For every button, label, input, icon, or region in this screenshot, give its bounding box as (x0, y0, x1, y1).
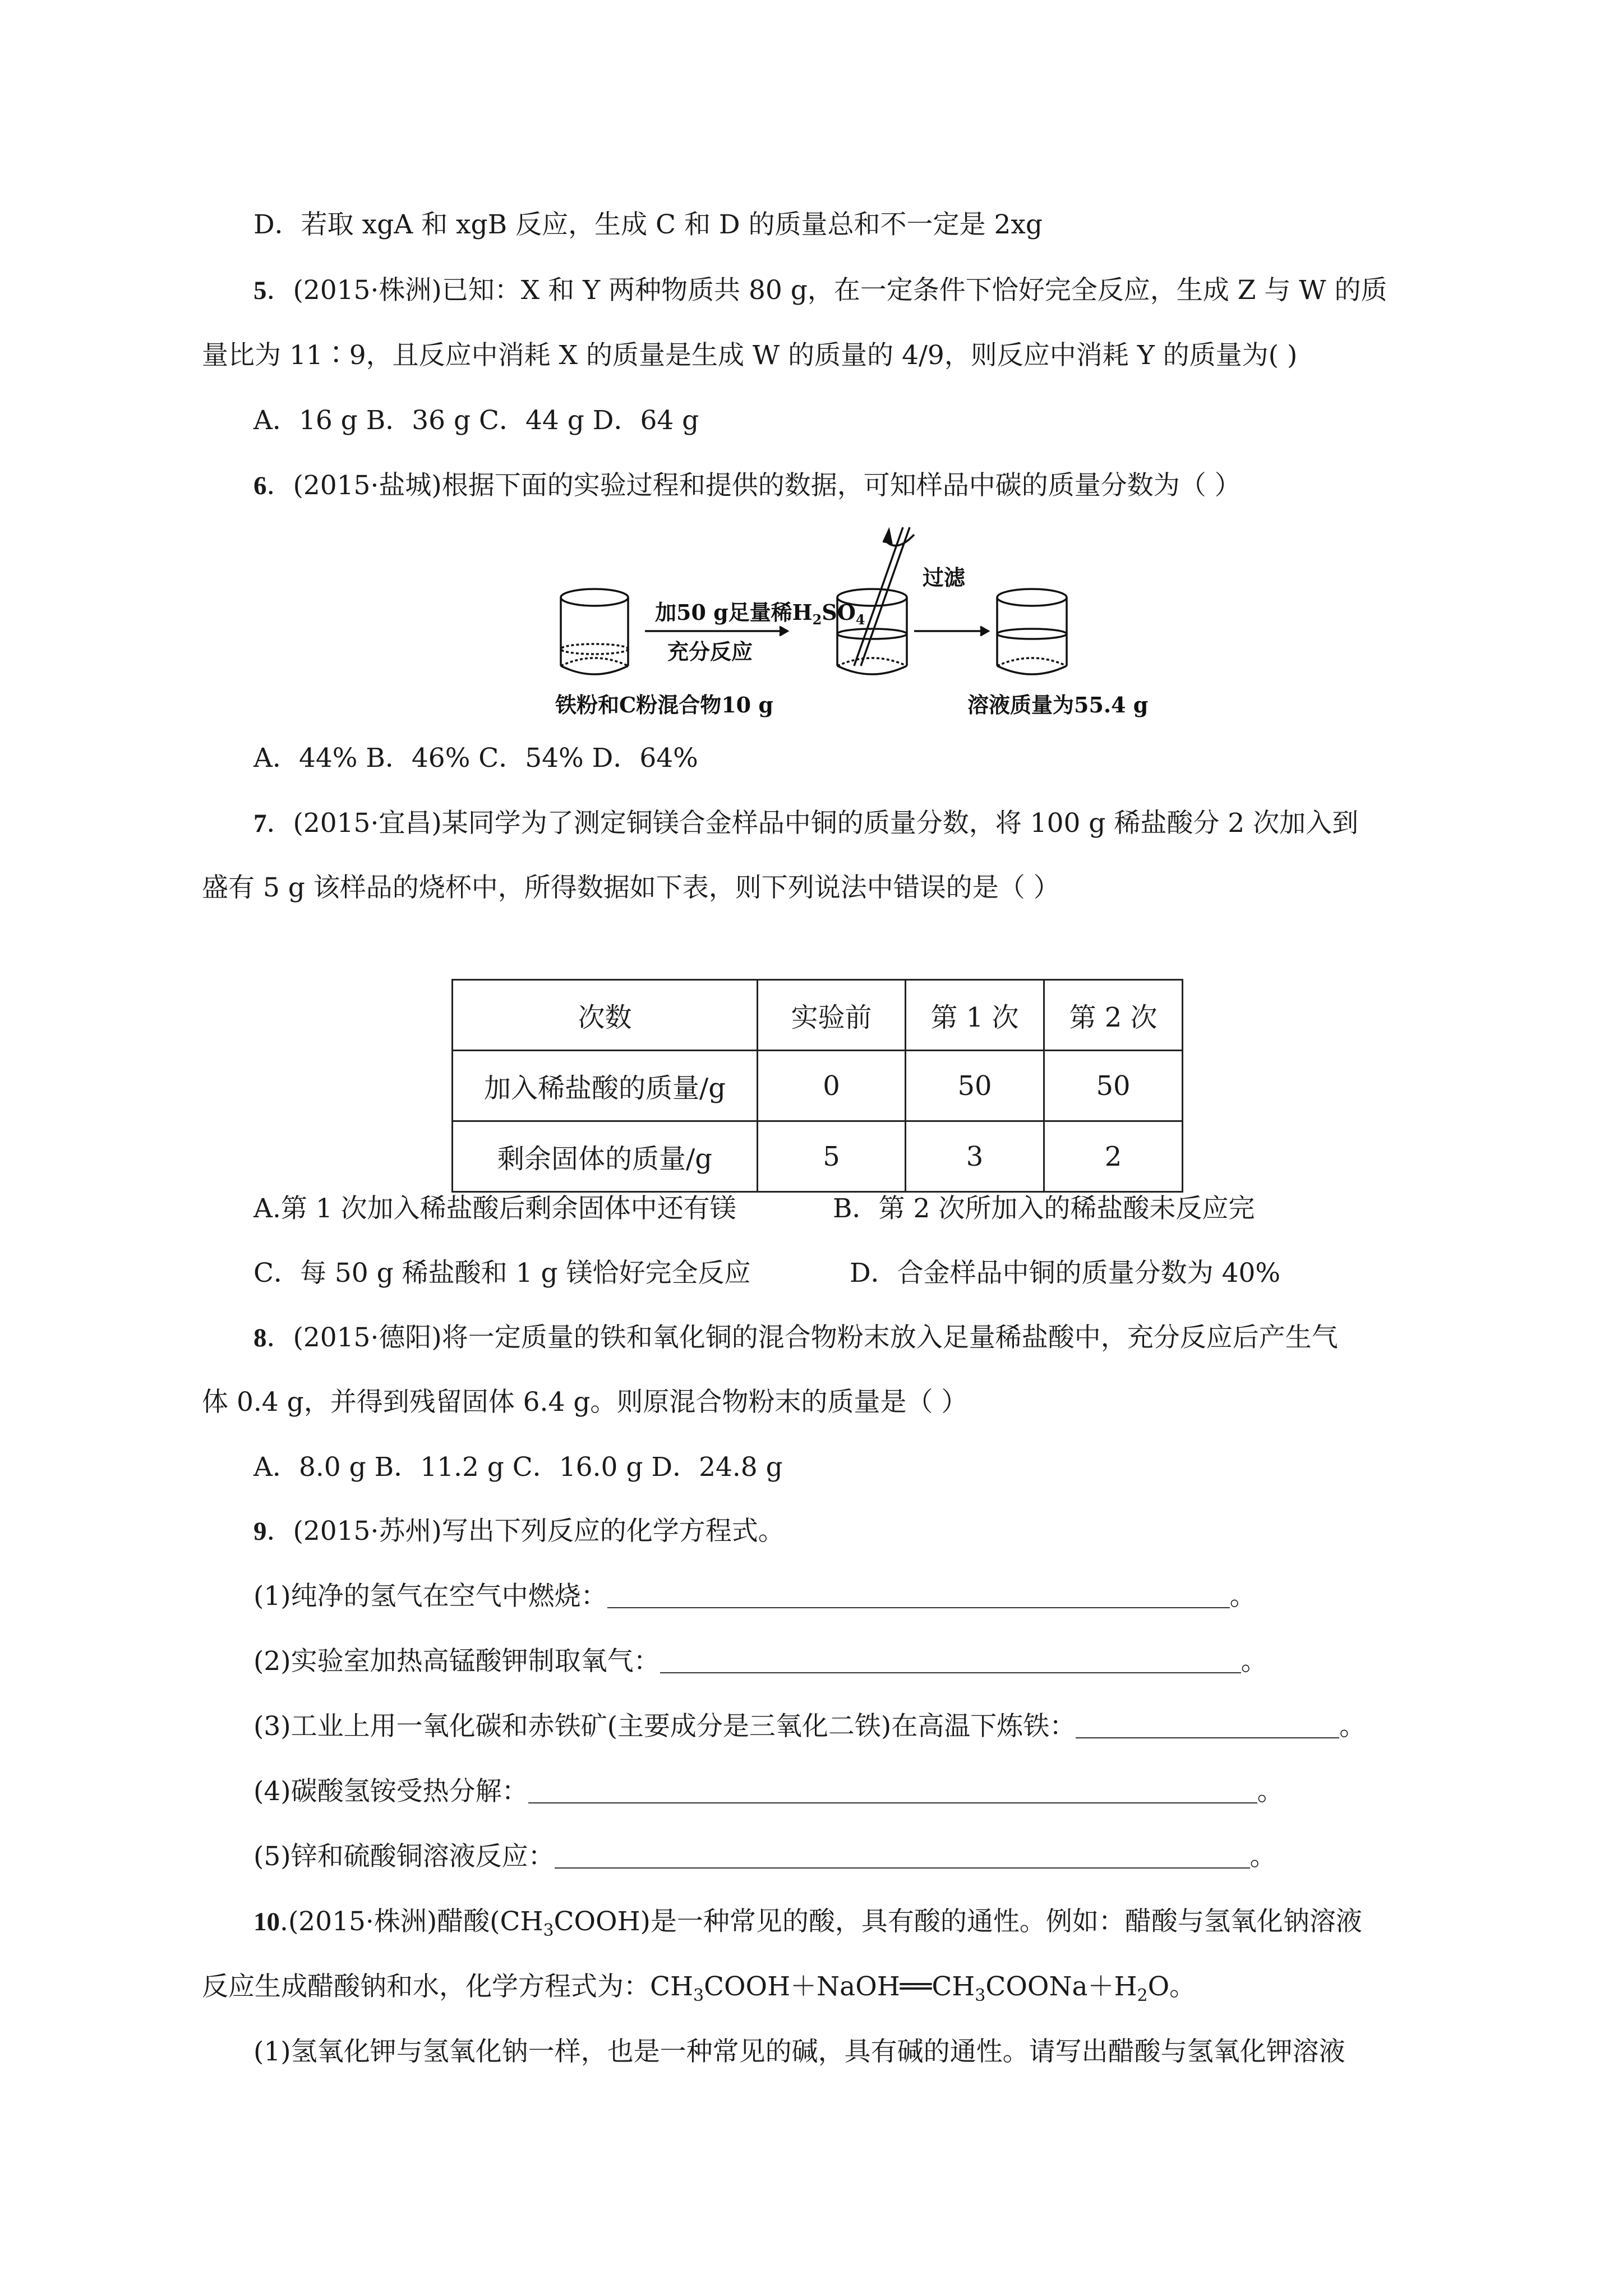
q7-number: 7 (253, 809, 267, 838)
table-header-cell: 第 1 次 (906, 980, 1044, 1051)
q7-line-1: 7．(2015·宜昌)某同学为了测定铜镁合金样品中铜的质量分数，将 100 g 稀盐酸分 2 次加入到 (253, 808, 1359, 839)
table-cell: 2 (1044, 1121, 1183, 1192)
q5-line-2: 量比为 11∶9，且反应中消耗 X 的质量是生成 W 的质量的 4/9，则反应中消耗 Y 的质量为( ) (202, 340, 1298, 371)
q7-option-c: C．每 50 g 稀盐酸和 1 g 镁恰好完全反应 (253, 1258, 751, 1289)
q7-option-a: A.第 1 次加入稀盐酸后剩余固体中还有镁 (253, 1193, 736, 1224)
q10-line-3: (1)氢氧化钾与氢氧化钠一样，也是一种常见的碱，具有碱的通性。请写出醋酸与氢氧化钾溶液 (253, 2036, 1345, 2067)
q8-number: 8 (253, 1323, 267, 1352)
table-cell: 加入稀盐酸的质量/g (453, 1051, 758, 1121)
q6-number: 6 (253, 471, 267, 500)
answer-blank[interactable] (528, 1780, 1257, 1803)
arrow1-bottom-label: 充分反应 (667, 639, 753, 664)
arrow1-top-label: 加50 g足量稀$H_2SO_4$ (655, 600, 865, 628)
table-header-cell: 次数 (453, 980, 758, 1051)
q9-item-4: (4)碳酸氢铵受热分解： 。 (253, 1776, 1284, 1807)
table-cell: 50 (1044, 1051, 1183, 1121)
experiment-data-table (451, 979, 1183, 1193)
q6-line-1: 6．(2015·盐城)根据下面的实验过程和提供的数据，可知样品中碳的质量分数为（ ） (253, 470, 1241, 501)
q5-number: 5 (253, 276, 267, 305)
q9-number: 9 (253, 1517, 267, 1546)
q7-line-2: 盛有 5 g 该样品的烧杯中，所得数据如下表，则下列说法中错误的是（ ） (202, 872, 1060, 903)
q10-number: 10 (253, 1907, 280, 1936)
answer-blank[interactable] (555, 1845, 1250, 1869)
q8-line-1: 8．(2015·德阳)将一定质量的铁和氧化铜的混合物粉末放入足量稀盐酸中，充分反应后产生气 (253, 1322, 1338, 1353)
arrow2-label: 过滤 (923, 565, 966, 590)
beaker-right (997, 589, 1067, 674)
stirring-rod (854, 527, 914, 666)
q8-options: A．8.0 g B．11.2 g C．16.0 g D．24.8 g (253, 1452, 783, 1483)
q9-line-1: 9．(2015·苏州)写出下列反应的化学方程式。 (253, 1516, 785, 1547)
q9-item-3: (3)工业上用一氧化碳和赤铁矿(主要成分是三氧化二铁)在高温下炼铁： 。 (253, 1711, 1366, 1742)
q5-options: A．16 g B．36 g C．44 g D．64 g (253, 405, 699, 436)
experiment-diagram (555, 519, 1183, 726)
table-header-row (453, 980, 1183, 1051)
q10-line-1: 10.(2015·株洲)醋酸$(CH_3COOH)$是一种常见的酸，具有酸的通性。例如：醋酸与氢氧化钠溶液 (253, 1906, 1362, 1940)
right-solution-label: 溶液质量为55.4 g (967, 692, 1149, 717)
q5-line-1: 5．(2015·株洲)已知：X 和 Y 两种物质共 80 g，在一定条件下恰好完全反应，生成 Z 与 W 的质 (253, 275, 1387, 306)
q9-item-1: (1)纯净的氢气在空气中燃烧： 。 (253, 1581, 1256, 1612)
answer-blank[interactable] (660, 1650, 1241, 1673)
q6-options: A．44% B．46% C．54% D．64% (253, 743, 698, 774)
table-cell: 剩余固体的质量/g (453, 1121, 758, 1192)
answer-blank[interactable] (1076, 1715, 1339, 1738)
table-cell: 0 (758, 1051, 906, 1121)
beaker-left (561, 589, 628, 674)
q4-option-d: D．若取 xgA 和 xgB 反应，生成 C 和 D 的质量总和不一定是 2xg (253, 209, 1043, 240)
answer-blank[interactable] (607, 1585, 1230, 1608)
left-sample-label: 铁粉和C粉混合物10 g (555, 692, 773, 717)
table-header-cell: 实验前 (758, 980, 906, 1051)
q9-item-2: (2)实验室加热高锰酸钾制取氧气： 。 (253, 1646, 1267, 1677)
q10-line-2: 反应生成醋酸钠和水，化学方程式为：$CH_3COOH+NaOH══CH_3COONa+H_2O$。 (202, 1971, 1196, 2005)
q7-option-d: D．合金样品中铜的质量分数为 40% (850, 1258, 1281, 1289)
q8-line-2: 体 0.4 g，并得到残留固体 6.4 g。则原混合物粉末的质量是（ ） (202, 1387, 968, 1418)
table-row (453, 1121, 1183, 1192)
q9-item-5: (5)锌和硫酸铜溶液反应： 。 (253, 1841, 1276, 1872)
q7-option-b: B．第 2 次所加入的稀盐酸未反应完 (833, 1193, 1255, 1224)
table-header-cell: 第 2 次 (1044, 980, 1183, 1051)
table-cell: 3 (906, 1121, 1044, 1192)
table-cell: 5 (758, 1121, 906, 1192)
table-row (453, 1051, 1183, 1121)
table-cell: 50 (906, 1051, 1044, 1121)
